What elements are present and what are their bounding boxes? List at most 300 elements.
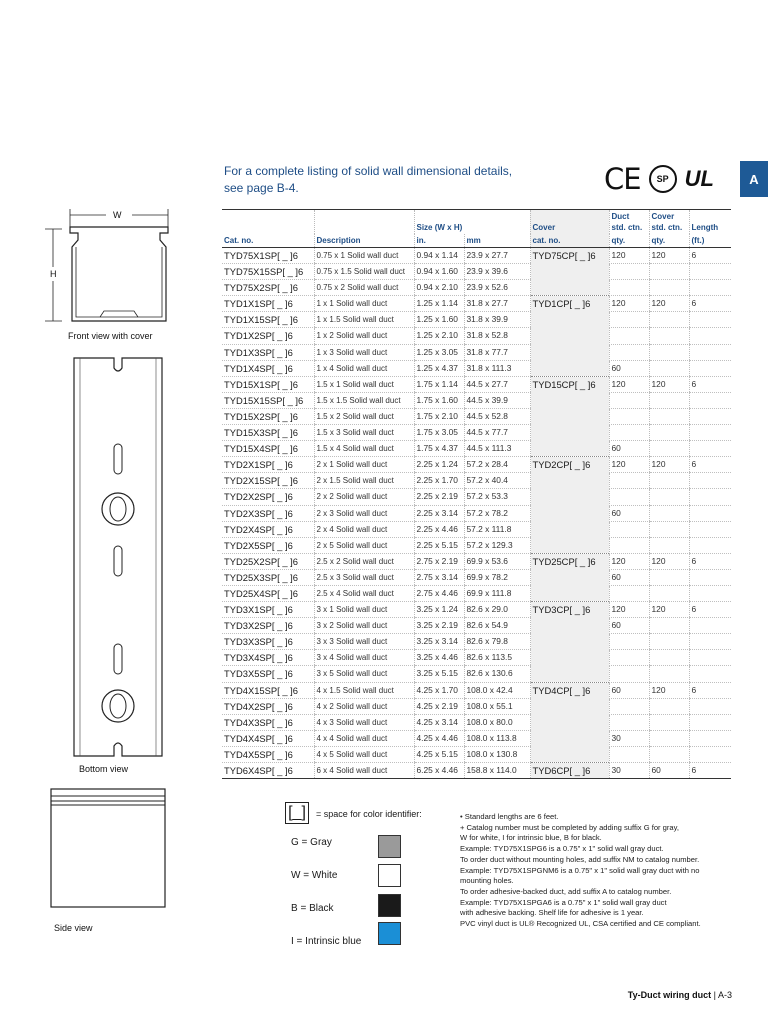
note-line: Example: TYD75X1SPGNM6 is a 0.75" x 1" solid wall gray duct with no [460, 865, 700, 875]
size-mm-cell: 82.6 x 79.8 [464, 634, 530, 650]
cat-no-cell: TYD2X15SP[ _ ]6 [222, 473, 314, 489]
note-line: Example: TYD75X1SPGA6 is a 0.75" x 1" solid wall gray duct [460, 897, 667, 907]
description-cell: 2 x 2 Solid wall duct [314, 489, 414, 505]
cover-qty-cell: 120 [649, 296, 689, 312]
length-cell: 6 [689, 682, 731, 698]
cat-no-cell: TYD4X3SP[ _ ]6 [222, 714, 314, 730]
table-row [222, 264, 731, 280]
description-cell: 4 x 5 Solid wall duct [314, 746, 414, 762]
color-identifier-box: [_] [285, 802, 309, 824]
legend-gray-label: G = Gray [291, 837, 332, 848]
size-in-cell: 3.25 x 4.46 [414, 650, 464, 666]
table-row [222, 746, 731, 762]
length-cell: 6 [689, 248, 731, 264]
length-cell [689, 344, 731, 360]
length-cell [689, 634, 731, 650]
note-line: PVC vinyl duct is UL® Recognized UL, CSA certified and CE compliant. [460, 919, 701, 929]
cat-no-cell: TYD3X5SP[ _ ]6 [222, 666, 314, 682]
size-mm-cell: 158.8 x 114.0 [464, 763, 530, 779]
cover-cat-no-cell [530, 425, 609, 441]
length-cell [689, 698, 731, 714]
duct-qty-cell [609, 650, 649, 666]
cat-no-cell: TYD4X15SP[ _ ]6 [222, 682, 314, 698]
cover-qty-cell [649, 505, 689, 521]
cover-qty-cell: 120 [649, 602, 689, 618]
cover-qty-cell [649, 569, 689, 585]
cover-cat-no-cell: TYD25CP[ _ ]6 [530, 553, 609, 569]
cover-qty-cell: 120 [649, 376, 689, 392]
table-row [222, 585, 731, 601]
cover-cat-no-cell [530, 328, 609, 344]
size-in-cell: 2.25 x 5.15 [414, 537, 464, 553]
front-view-drawing [40, 205, 180, 330]
duct-qty-cell: 120 [609, 376, 649, 392]
th-in: in. [414, 234, 464, 248]
duct-qty-cell: 120 [609, 248, 649, 264]
cover-cat-no-cell [530, 505, 609, 521]
size-in-cell: 2.25 x 1.70 [414, 473, 464, 489]
size-mm-cell: 108.0 x 42.4 [464, 682, 530, 698]
cover-cat-no-cell: TYD2CP[ _ ]6 [530, 457, 609, 473]
size-in-cell: 1.25 x 1.60 [414, 312, 464, 328]
th-size: Size (W x H) [414, 210, 530, 235]
description-cell: 4 x 2 Solid wall duct [314, 698, 414, 714]
cat-no-cell: TYD15X15SP[ _ ]6 [222, 392, 314, 408]
cat-no-cell: TYD1X1SP[ _ ]6 [222, 296, 314, 312]
size-mm-cell: 108.0 x 130.8 [464, 746, 530, 762]
size-in-cell: 1.75 x 1.60 [414, 392, 464, 408]
cover-qty-cell [649, 618, 689, 634]
th-cat-no: Cat. no. [222, 234, 314, 248]
table-row [222, 682, 731, 698]
length-cell [689, 618, 731, 634]
duct-qty-cell: 60 [609, 505, 649, 521]
size-mm-cell: 57.2 x 129.3 [464, 537, 530, 553]
length-cell [689, 264, 731, 280]
note-line: W for white, I for intrinsic blue, B for black. [460, 833, 602, 843]
height-label: H [50, 269, 57, 279]
th-cover: Cover [530, 210, 609, 235]
duct-qty-cell: 60 [609, 618, 649, 634]
length-cell [689, 312, 731, 328]
length-cell: 6 [689, 457, 731, 473]
cat-no-cell: TYD25X2SP[ _ ]6 [222, 553, 314, 569]
table-row [222, 296, 731, 312]
legend-blue-label: I = Intrinsic blue [291, 936, 362, 947]
table-row [222, 376, 731, 392]
description-cell: 1.5 x 2 Solid wall duct [314, 408, 414, 424]
description-cell: 2 x 1 Solid wall duct [314, 457, 414, 473]
length-cell: 6 [689, 602, 731, 618]
cover-cat-no-cell: TYD15CP[ _ ]6 [530, 376, 609, 392]
cover-cat-no-cell [530, 650, 609, 666]
length-cell [689, 666, 731, 682]
description-cell: 0.75 x 1.5 Solid wall duct [314, 264, 414, 280]
description-cell: 0.75 x 2 Solid wall duct [314, 280, 414, 296]
side-view-caption: Side view [54, 923, 93, 933]
cover-cat-no-cell [530, 489, 609, 505]
note-line: mounting holes. [460, 876, 514, 886]
cat-no-cell: TYD3X3SP[ _ ]6 [222, 634, 314, 650]
size-mm-cell: 69.9 x 111.8 [464, 585, 530, 601]
size-in-cell: 2.75 x 3.14 [414, 569, 464, 585]
description-cell: 1.5 x 3 Solid wall duct [314, 425, 414, 441]
description-cell: 1 x 3 Solid wall duct [314, 344, 414, 360]
footer-page: | A-3 [713, 990, 732, 1000]
cover-cat-no-cell [530, 473, 609, 489]
cat-no-cell: TYD75X15SP[ _ ]6 [222, 264, 314, 280]
size-mm-cell: 57.2 x 40.4 [464, 473, 530, 489]
size-in-cell: 0.94 x 2.10 [414, 280, 464, 296]
size-in-cell: 2.75 x 4.46 [414, 585, 464, 601]
duct-qty-cell [609, 585, 649, 601]
cover-cat-no-cell [530, 698, 609, 714]
cat-no-cell: TYD25X3SP[ _ ]6 [222, 569, 314, 585]
description-cell: 3 x 2 Solid wall duct [314, 618, 414, 634]
description-cell: 1 x 1.5 Solid wall duct [314, 312, 414, 328]
th-duct-qty: Duct std. ctn. [609, 210, 649, 235]
description-cell: 3 x 4 Solid wall duct [314, 650, 414, 666]
size-mm-cell: 44.5 x 52.8 [464, 408, 530, 424]
table-row [222, 553, 731, 569]
note-line: with adhesive backing. Shelf life for adhesive is 1 year. [460, 908, 644, 918]
size-in-cell: 2.25 x 3.14 [414, 505, 464, 521]
size-in-cell: 3.25 x 5.15 [414, 666, 464, 682]
length-cell [689, 537, 731, 553]
description-cell: 2 x 4 Solid wall duct [314, 521, 414, 537]
table-row [222, 360, 731, 376]
table-row [222, 730, 731, 746]
table-row [222, 618, 731, 634]
cover-qty-cell [649, 441, 689, 457]
table-row [222, 650, 731, 666]
cover-qty-cell [649, 730, 689, 746]
description-cell: 1.5 x 1 Solid wall duct [314, 376, 414, 392]
table-row [222, 344, 731, 360]
length-cell: 6 [689, 763, 731, 779]
size-in-cell: 1.75 x 3.05 [414, 425, 464, 441]
duct-qty-cell: 120 [609, 602, 649, 618]
size-in-cell: 2.25 x 1.24 [414, 457, 464, 473]
table-row [222, 521, 731, 537]
blue-swatch [378, 922, 401, 945]
duct-qty-cell [609, 264, 649, 280]
size-in-cell: 4.25 x 5.15 [414, 746, 464, 762]
front-view-caption: Front view with cover [68, 331, 153, 341]
size-mm-cell: 31.8 x 39.9 [464, 312, 530, 328]
description-cell: 2 x 3 Solid wall duct [314, 505, 414, 521]
bottom-view-caption: Bottom view [79, 764, 129, 774]
size-mm-cell: 82.6 x 113.5 [464, 650, 530, 666]
length-cell [689, 408, 731, 424]
cat-no-cell: TYD1X2SP[ _ ]6 [222, 328, 314, 344]
size-mm-cell: 44.5 x 39.9 [464, 392, 530, 408]
length-cell [689, 441, 731, 457]
size-in-cell: 3.25 x 2.19 [414, 618, 464, 634]
cover-cat-no-cell: TYD6CP[ _ ]6 [530, 763, 609, 779]
duct-qty-cell [609, 634, 649, 650]
size-in-cell: 2.75 x 2.19 [414, 553, 464, 569]
cat-no-cell: TYD15X4SP[ _ ]6 [222, 441, 314, 457]
th-duct-qty-unit: qty. [609, 234, 649, 248]
th-cover-qty: Cover std. ctn. [649, 210, 689, 235]
size-mm-cell: 57.2 x 111.8 [464, 521, 530, 537]
duct-qty-cell: 120 [609, 457, 649, 473]
duct-qty-cell [609, 537, 649, 553]
size-in-cell: 1.75 x 4.37 [414, 441, 464, 457]
duct-qty-cell: 60 [609, 569, 649, 585]
cat-no-cell: TYD4X2SP[ _ ]6 [222, 698, 314, 714]
size-in-cell: 1.75 x 1.14 [414, 376, 464, 392]
cover-qty-cell [649, 473, 689, 489]
cat-no-cell: TYD2X2SP[ _ ]6 [222, 489, 314, 505]
cover-qty-cell [649, 537, 689, 553]
table-row [222, 714, 731, 730]
size-mm-cell: 57.2 x 78.2 [464, 505, 530, 521]
duct-qty-cell [609, 521, 649, 537]
legend-black-label: B = Black [291, 903, 334, 914]
cover-qty-cell [649, 328, 689, 344]
size-in-cell: 4.25 x 1.70 [414, 682, 464, 698]
table-row [222, 473, 731, 489]
color-identifier-label: = space for color identifier: [316, 809, 422, 819]
size-in-cell: 1.25 x 2.10 [414, 328, 464, 344]
duct-qty-cell [609, 698, 649, 714]
size-in-cell: 4.25 x 4.46 [414, 730, 464, 746]
size-mm-cell: 57.2 x 53.3 [464, 489, 530, 505]
cover-qty-cell [649, 280, 689, 296]
cat-no-cell: TYD2X1SP[ _ ]6 [222, 457, 314, 473]
duct-qty-cell [609, 344, 649, 360]
cover-qty-cell [649, 392, 689, 408]
table-row [222, 489, 731, 505]
page-footer [628, 990, 732, 1000]
table-row [222, 408, 731, 424]
cover-cat-no-cell [530, 312, 609, 328]
cover-cat-no-cell [530, 392, 609, 408]
size-in-cell: 1.75 x 2.10 [414, 408, 464, 424]
length-cell [689, 746, 731, 762]
cover-cat-no-cell [530, 344, 609, 360]
cover-qty-cell [649, 425, 689, 441]
size-mm-cell: 57.2 x 28.4 [464, 457, 530, 473]
length-cell [689, 505, 731, 521]
ce-mark-icon: CE [604, 161, 641, 196]
csa-mark-icon: SP [649, 165, 677, 193]
duct-qty-cell [609, 392, 649, 408]
th-cover-qty-unit: qty. [649, 234, 689, 248]
note-line: • Standard lengths are 6 feet. [460, 812, 559, 821]
note-line: To order duct without mounting holes, add suffix NM to catalog number. [460, 854, 700, 864]
length-cell [689, 714, 731, 730]
length-cell [689, 392, 731, 408]
size-mm-cell: 69.9 x 53.6 [464, 553, 530, 569]
table-row [222, 248, 731, 264]
cover-qty-cell [649, 650, 689, 666]
description-cell: 1 x 2 Solid wall duct [314, 328, 414, 344]
note-line: To order adhesive-backed duct, add suffix A to catalog number. [460, 886, 672, 896]
cat-no-cell: TYD75X1SP[ _ ]6 [222, 248, 314, 264]
table-row [222, 328, 731, 344]
cover-qty-cell: 120 [649, 248, 689, 264]
size-mm-cell: 108.0 x 80.0 [464, 714, 530, 730]
duct-qty-cell: 30 [609, 763, 649, 779]
cover-qty-cell [649, 344, 689, 360]
cat-no-cell: TYD1X4SP[ _ ]6 [222, 360, 314, 376]
length-cell [689, 280, 731, 296]
cover-qty-cell [649, 634, 689, 650]
cover-qty-cell: 120 [649, 457, 689, 473]
size-in-cell: 4.25 x 3.14 [414, 714, 464, 730]
cover-cat-no-cell: TYD75CP[ _ ]6 [530, 248, 609, 264]
cat-no-cell: TYD15X3SP[ _ ]6 [222, 425, 314, 441]
cover-cat-no-cell [530, 264, 609, 280]
table-row [222, 505, 731, 521]
size-in-cell: 2.25 x 4.46 [414, 521, 464, 537]
duct-qty-cell [609, 328, 649, 344]
size-mm-cell: 69.9 x 78.2 [464, 569, 530, 585]
description-cell: 4 x 1.5 Solid wall duct [314, 682, 414, 698]
length-cell [689, 730, 731, 746]
description-cell: 0.75 x 1 Solid wall duct [314, 248, 414, 264]
duct-qty-cell [609, 312, 649, 328]
cover-cat-no-cell [530, 714, 609, 730]
cover-qty-cell [649, 746, 689, 762]
ul-mark-icon: UL [684, 166, 714, 191]
table-row [222, 634, 731, 650]
size-mm-cell: 31.8 x 111.3 [464, 360, 530, 376]
length-cell [689, 521, 731, 537]
length-cell [689, 328, 731, 344]
cover-cat-no-cell [530, 634, 609, 650]
duct-qty-cell: 120 [609, 296, 649, 312]
cat-no-cell: TYD4X4SP[ _ ]6 [222, 730, 314, 746]
certification-marks [604, 162, 714, 196]
th-length-unit: (ft.) [689, 234, 731, 248]
size-mm-cell: 82.6 x 29.0 [464, 602, 530, 618]
cat-no-cell: TYD1X3SP[ _ ]6 [222, 344, 314, 360]
cover-cat-no-cell [530, 569, 609, 585]
size-in-cell: 6.25 x 4.46 [414, 763, 464, 779]
length-cell [689, 360, 731, 376]
table-row [222, 666, 731, 682]
duct-qty-cell [609, 489, 649, 505]
size-mm-cell: 31.8 x 27.7 [464, 296, 530, 312]
black-swatch [378, 894, 401, 917]
cat-no-cell: TYD4X5SP[ _ ]6 [222, 746, 314, 762]
cat-no-cell: TYD3X4SP[ _ ]6 [222, 650, 314, 666]
cat-no-cell: TYD75X2SP[ _ ]6 [222, 280, 314, 296]
duct-qty-cell [609, 666, 649, 682]
cover-qty-cell [649, 489, 689, 505]
cover-cat-no-cell: TYD3CP[ _ ]6 [530, 602, 609, 618]
table-row [222, 457, 731, 473]
length-cell [689, 650, 731, 666]
th-mm: mm [464, 234, 530, 248]
description-cell: 2 x 1.5 Solid wall duct [314, 473, 414, 489]
table-row [222, 537, 731, 553]
size-in-cell: 0.94 x 1.14 [414, 248, 464, 264]
cover-qty-cell: 60 [649, 763, 689, 779]
length-cell [689, 585, 731, 601]
cat-no-cell: TYD1X15SP[ _ ]6 [222, 312, 314, 328]
cover-qty-cell [649, 264, 689, 280]
size-mm-cell: 23.9 x 27.7 [464, 248, 530, 264]
cover-qty-cell [649, 312, 689, 328]
description-cell: 1 x 4 Solid wall duct [314, 360, 414, 376]
length-cell [689, 489, 731, 505]
length-cell [689, 473, 731, 489]
size-mm-cell: 23.9 x 39.6 [464, 264, 530, 280]
th-cover-catno: cat. no. [530, 234, 609, 248]
size-mm-cell: 31.8 x 77.7 [464, 344, 530, 360]
length-cell [689, 569, 731, 585]
size-mm-cell: 108.0 x 55.1 [464, 698, 530, 714]
duct-qty-cell [609, 280, 649, 296]
table-row [222, 763, 731, 779]
length-cell [689, 425, 731, 441]
length-cell: 6 [689, 376, 731, 392]
description-cell: 2 x 5 Solid wall duct [314, 537, 414, 553]
size-mm-cell: 82.6 x 130.6 [464, 666, 530, 682]
cat-no-cell: TYD2X3SP[ _ ]6 [222, 505, 314, 521]
bottom-view-drawing [72, 356, 164, 758]
table-row [222, 312, 731, 328]
cat-no-cell: TYD15X2SP[ _ ]6 [222, 408, 314, 424]
th-blank [222, 210, 314, 235]
cover-cat-no-cell [530, 441, 609, 457]
cover-qty-cell [649, 698, 689, 714]
cat-no-cell: TYD3X1SP[ _ ]6 [222, 602, 314, 618]
size-in-cell: 1.25 x 3.05 [414, 344, 464, 360]
size-in-cell: 3.25 x 3.14 [414, 634, 464, 650]
cover-cat-no-cell [530, 618, 609, 634]
size-mm-cell: 44.5 x 111.3 [464, 441, 530, 457]
table-row [222, 425, 731, 441]
gray-swatch [378, 835, 401, 858]
description-cell: 3 x 5 Solid wall duct [314, 666, 414, 682]
size-in-cell: 4.25 x 2.19 [414, 698, 464, 714]
duct-qty-cell [609, 408, 649, 424]
note-line: + Catalog number must be completed by adding suffix G for gray, [460, 822, 679, 832]
width-label: W [113, 210, 122, 220]
cover-qty-cell [649, 585, 689, 601]
cover-cat-no-cell: TYD4CP[ _ ]6 [530, 682, 609, 698]
cover-qty-cell [649, 714, 689, 730]
intro-text: For a complete listing of solid wall dimensional details, see page B-4. [224, 164, 513, 195]
table-row [222, 602, 731, 618]
duct-qty-cell: 60 [609, 360, 649, 376]
table-row [222, 569, 731, 585]
cover-qty-cell [649, 521, 689, 537]
cover-qty-cell [649, 360, 689, 376]
duct-qty-cell [609, 473, 649, 489]
cover-qty-cell [649, 666, 689, 682]
cover-cat-no-cell [530, 521, 609, 537]
th-length: Length [689, 210, 731, 235]
description-cell: 3 x 3 Solid wall duct [314, 634, 414, 650]
cover-cat-no-cell: TYD1CP[ _ ]6 [530, 296, 609, 312]
side-view-drawing [50, 788, 166, 908]
cat-no-cell: TYD25X4SP[ _ ]6 [222, 585, 314, 601]
description-cell: 4 x 3 Solid wall duct [314, 714, 414, 730]
size-mm-cell: 23.9 x 52.6 [464, 280, 530, 296]
legend-white-label: W = White [291, 870, 338, 881]
table-row [222, 441, 731, 457]
size-mm-cell: 31.8 x 52.8 [464, 328, 530, 344]
table-row [222, 392, 731, 408]
cover-cat-no-cell [530, 746, 609, 762]
